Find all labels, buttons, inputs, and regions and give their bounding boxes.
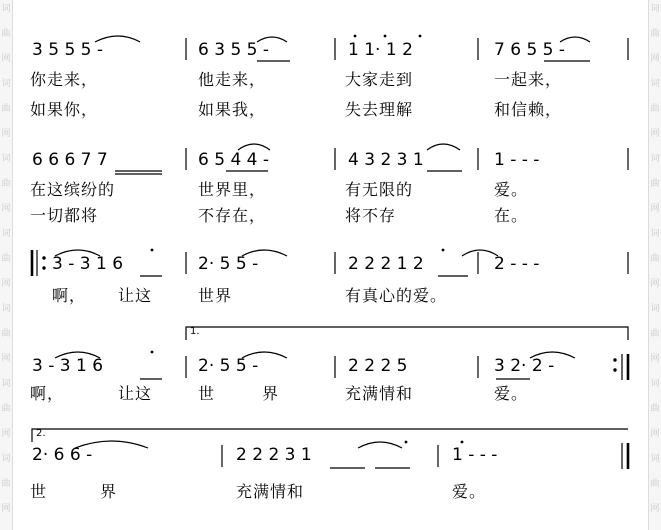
watermark-glyph: 词 [1,154,11,164]
notes-measure: 2· 5 5 - [198,254,259,274]
watermark-glyph: 网 [650,279,660,289]
lyric: 和信赖， [494,100,563,119]
watermark-glyph: 曲 [1,104,11,114]
notes-measure: 3 2· 2 - [494,356,555,376]
watermark-glyph: 网 [1,129,11,139]
lyric: 啊， [30,384,65,403]
notes-measure: 2 2 2 1 2 [348,254,424,274]
watermark-glyph: 网 [1,279,11,289]
lyric: 失去理解 [345,100,414,119]
watermark-glyph: 曲 [650,29,660,39]
watermark-glyph: 网 [650,129,660,139]
watermark-glyph: 词 [1,454,11,464]
notes-measure: 2 2 2 3 1 [236,445,312,465]
watermark-glyph: 曲 [1,179,11,189]
lyric: 充满情和 [236,482,305,501]
watermark-glyph: 网 [1,204,11,214]
notes-measure: 1 - - - [452,445,498,465]
watermark-glyph: 词 [650,4,660,14]
notes-measure: 1 - - - [494,150,540,170]
lyric: 世界 [198,286,233,305]
lyric: 他走来， [198,70,267,89]
watermark-glyph: 网 [1,429,11,439]
notes-measure: 2· 6 6 - [32,445,93,465]
watermark-glyph: 网 [650,504,660,514]
lyric: 世 [30,482,48,501]
watermark-glyph: 词 [650,454,660,464]
watermark-glyph: 词 [1,229,11,239]
watermark-glyph: 词 [650,229,660,239]
lyric: 一起来， [494,70,563,89]
watermark-glyph: 网 [650,204,660,214]
notes-measure: 6 6 6 7 7 [32,150,108,170]
watermark-glyph: 词 [1,379,11,389]
watermark-glyph: 曲 [650,329,660,339]
lyric: 啊， [52,286,87,305]
watermark-glyph: 网 [1,504,11,514]
watermark-glyph: 网 [650,354,660,364]
watermark-glyph: 词 [650,304,660,314]
lyric: 爱。 [494,180,529,199]
watermark-glyph: 词 [650,379,660,389]
lyric: 爱。 [494,384,529,403]
notes-measure: 2 2 2 5 [348,356,408,376]
lyric: 将不存 [345,206,397,225]
watermark-glyph: 词 [1,304,11,314]
lyric: 大家走到 [345,70,414,89]
watermark-glyph: 曲 [650,179,660,189]
lyric: 爱。 [452,482,487,501]
watermark-glyph: 曲 [1,29,11,39]
notes-measure: 6 3 5 5 - [198,40,270,60]
notes-measure: 4 3 2 3 1 [348,150,424,170]
lyric: 界 [262,384,280,403]
watermark-glyph: 词 [650,79,660,89]
watermark-glyph: 词 [1,79,11,89]
lyric: 你走来， [30,70,99,89]
watermark-glyph: 曲 [650,104,660,114]
watermark-glyph: 曲 [650,479,660,489]
lyric: 如果我， [198,100,267,119]
lyric: 让这 [118,286,153,305]
notes-measure: 2· 5 5 - [198,356,259,376]
lyric: 如果你， [30,100,99,119]
watermark-glyph: 词 [1,4,11,14]
watermark-glyph: 曲 [1,254,11,264]
notes-measure: 3 5 5 5 - [32,40,104,60]
lyric: 让这 [118,384,153,403]
watermark-glyph: 曲 [650,404,660,414]
watermark-glyph: 曲 [1,404,11,414]
watermark-glyph: 网 [650,429,660,439]
volta-label: 2. [36,428,46,439]
lyric: 世 [198,384,216,403]
notes-measure: 3 - 3 1 6 [32,356,104,376]
volta-label: 1. [190,326,200,337]
notes-measure: 2 - - - [494,254,540,274]
lyric: 一切都将 [30,206,99,225]
lyric: 充满情和 [345,384,414,403]
notes-measure: 3 - 3 1 6 [52,254,124,274]
lyric: 不存在， [198,206,267,225]
watermark-glyph: 网 [1,54,11,64]
lyric: 界 [100,482,118,501]
watermark-glyph: 词 [650,154,660,164]
lyric: 世界里， [198,180,267,199]
watermark-glyph: 网 [1,354,11,364]
watermark-glyph: 曲 [1,479,11,489]
lyric: 有无限的 [345,180,414,199]
lyric: 在。 [494,206,529,225]
lyric: 有真心的爱。 [345,286,448,305]
watermark-glyph: 曲 [650,254,660,264]
notes-measure: 1 1· 1 2 [348,40,413,60]
notes-measure: 7 6 5 5 - [494,40,566,60]
lyric: 在这缤纷的 [30,180,116,199]
notes-measure: 6 5 4 4 - [198,150,270,170]
watermark-glyph: 网 [650,54,660,64]
watermark-glyph: 曲 [1,329,11,339]
